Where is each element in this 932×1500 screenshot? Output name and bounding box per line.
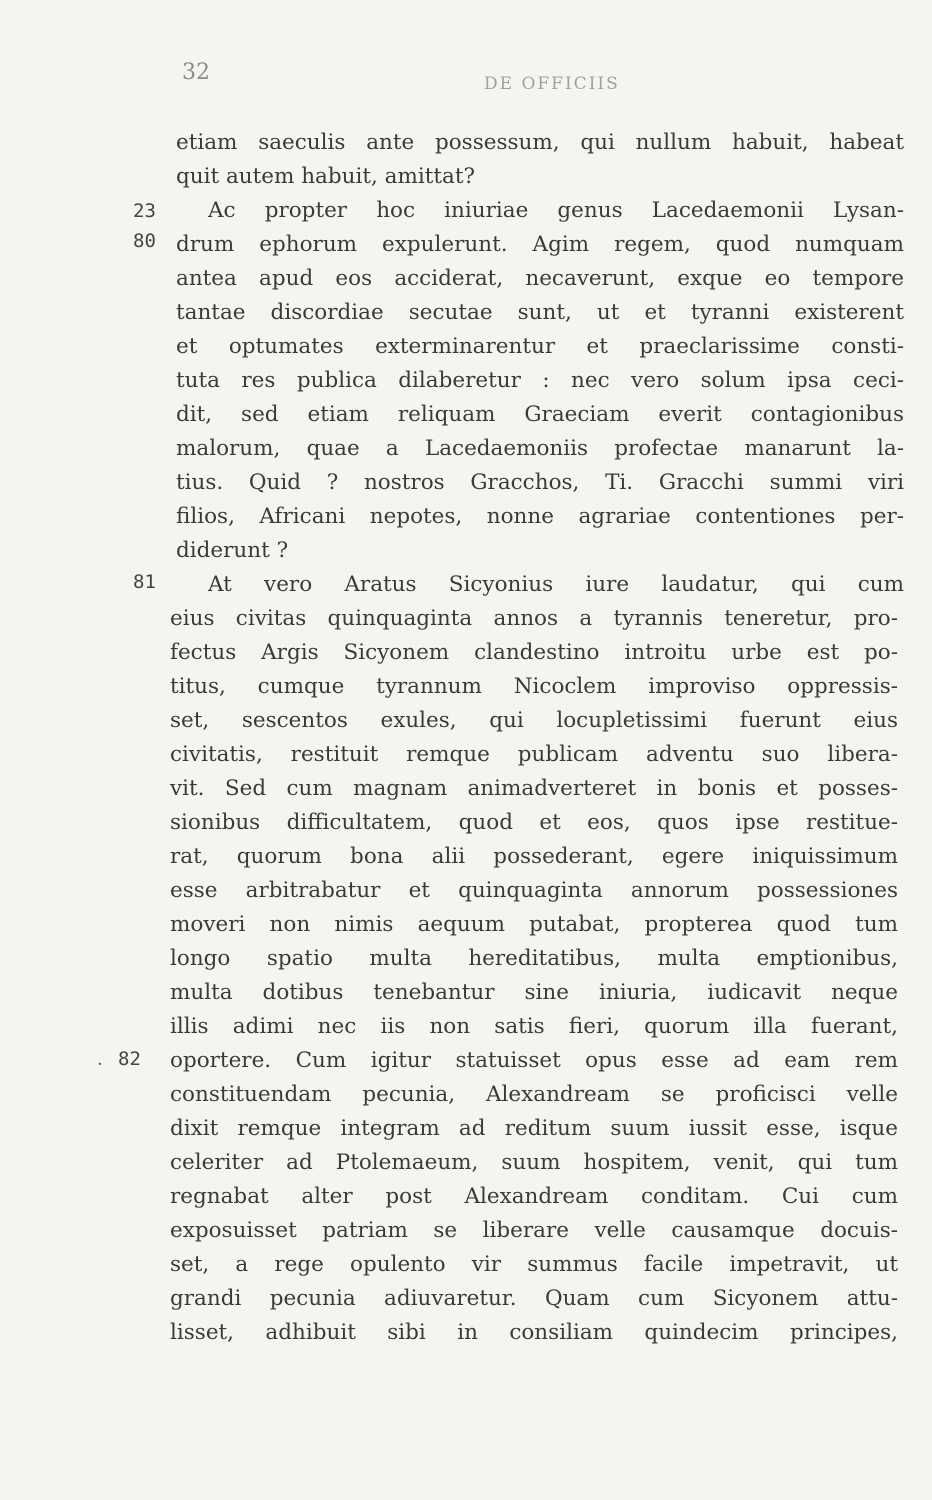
text-line: exposuisset patriam se liberare velle causamque docuis- [170,1218,898,1243]
text-line: regnabat alter post Alexandream conditam. Cui cum [170,1184,898,1209]
text-line: sionibus difficultatem, quod et eos, quos ipse restitue- [170,810,898,835]
text-line: antea apud eos acciderat, necaverunt, exque eo tempore [176,266,904,291]
text-line: longo spatio multa hereditatibus, multa emptionibus, [170,946,898,971]
text-line: multa dotibus tenebantur sine iniuria, iudicavit neque [170,980,898,1005]
text-line: esse arbitrabatur et quinquaginta annorum possessiones [170,878,898,903]
text-line: eius civitas quinquaginta annos a tyrannis teneretur, pro- [170,606,898,631]
text-line: rat, quorum bona alii possederant, egere iniquissimum [170,844,898,869]
text-line: lisset, adhibuit sibi in consiliam quindecim principes, [170,1320,898,1345]
text-line: titus, cumque tyrannum Nicoclem improviso oppressis- [170,674,898,699]
section-number: 81 [133,571,156,593]
text-line: dixit remque integram ad reditum suum iussit esse, isque [170,1116,898,1141]
text-line: civitatis, restituit remque publicam adventu suo libera- [170,742,898,767]
text-line: celeriter ad Ptolemaeum, suum hospitem, venit, qui tum [170,1150,898,1175]
text-line: drum ephorum expulerunt. Agim regem, quod numquam [176,232,904,257]
text-line: set, a rege opulento vir summus facile impetravit, ut [170,1252,898,1277]
text-line: malorum, quae a Lacedaemoniis profectae manarunt la- [176,436,904,461]
text-line: fectus Argis Sicyonem clandestino introitu urbe est po- [170,640,898,665]
text-line: oportere. Cum igitur statuisset opus esse ad eam rem [170,1048,898,1073]
text-line: moveri non nimis aequum putabat, propterea quod tum [170,912,898,937]
text-line: filios, Africani nepotes, nonne agrariae contentiones per- [176,504,904,529]
text-line: etiam saeculis ante possessum, qui nullum habuit, habeat [176,130,904,155]
text-line: constituendam pecunia, Alexandream se proficisci velle [170,1082,898,1107]
text-line: tuta res publica dilaberetur : nec vero solum ipsa ceci- [176,368,904,393]
text-line: et optumates exterminarentur et praeclarissime consti- [176,334,904,359]
text-line: set, sescentos exules, qui locupletissimi fuerunt eius [170,708,898,733]
text-line: Ac propter hoc iniuriae genus Lacedaemonii Lysan- [208,198,904,223]
running-head: DE OFFICIIS [484,74,620,94]
text-line: grandi pecunia adiuvaretur. Quam cum Sicyonem attu- [170,1286,898,1311]
text-line: vit. Sed cum magnam animadverteret in bonis et posses- [170,776,898,801]
text-line: dit, sed etiam reliquam Graeciam everit contagionibus [176,402,904,427]
page-number: 32 [182,60,210,85]
text-line: illis adimi nec iis non satis fieri, quorum illa fuerant, [170,1014,898,1039]
text-line: diderunt ? [176,538,289,563]
section-number: 23 [133,200,156,222]
text-line: tantae discordiae secutae sunt, ut et tyranni existerent [176,300,904,325]
section-number: 82 [118,1048,141,1070]
text-line: At vero Aratus Sicyonius iure laudatur, qui cum [208,572,904,597]
margin-mark: · [97,1054,103,1075]
section-number: 80 [133,230,156,252]
text-line: tius. Quid ? nostros Gracchos, Ti. Gracchi summi viri [176,470,904,495]
text-line: quit autem habuit, amittat? [176,164,476,189]
